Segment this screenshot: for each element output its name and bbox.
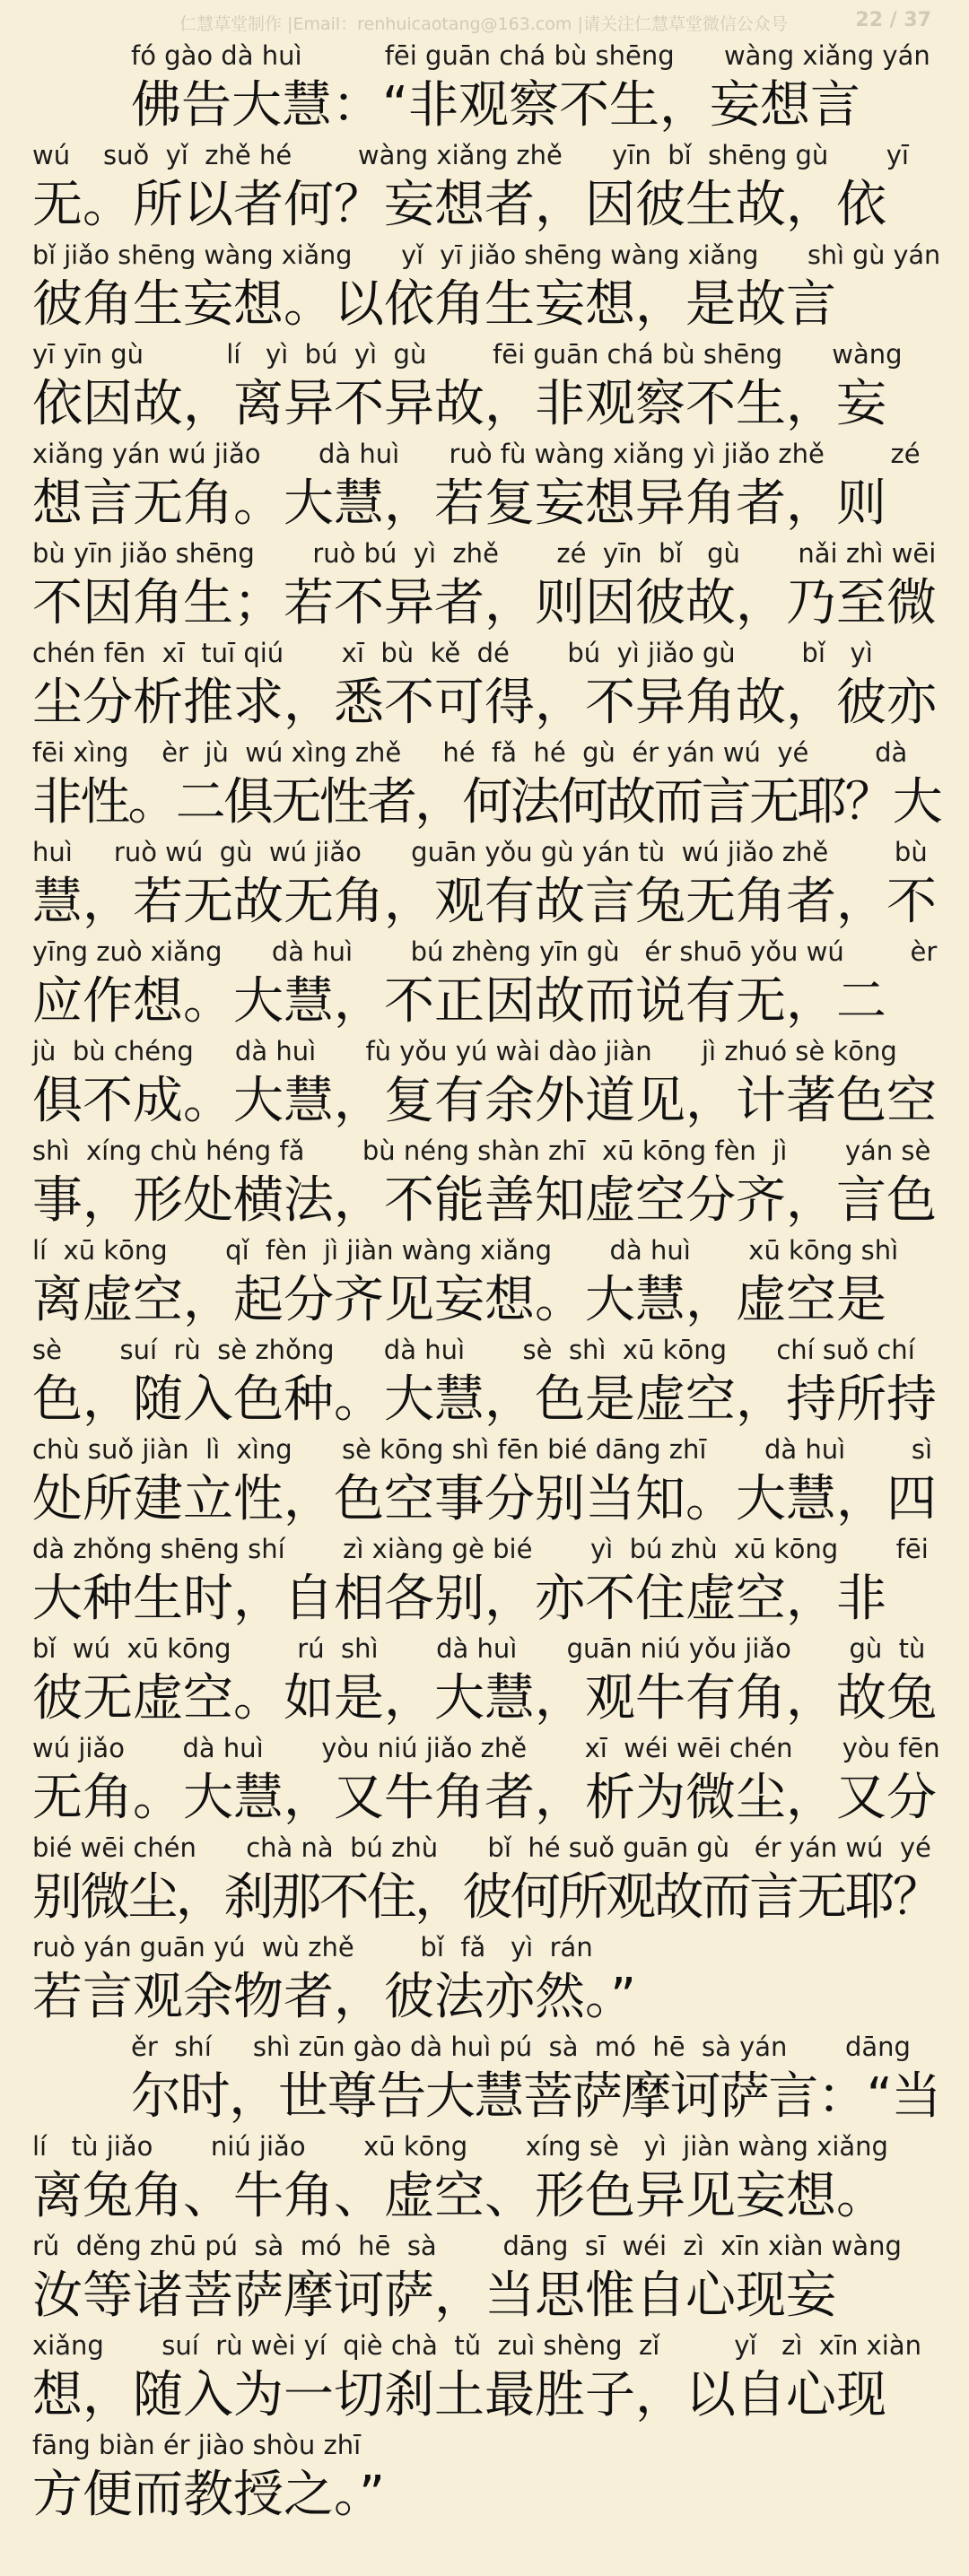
hanzi-row: 汝等诸菩萨摩诃萨，当思惟自心现妄: [32, 2267, 836, 2325]
hanzi-row: 大种生时，自相各别，亦不住虚空，非: [32, 1570, 886, 1628]
pinyin-row: wú suǒ yǐ zhě hé wàng xiǎng zhě yīn bǐ shēng gù yī: [32, 140, 909, 170]
pinyin-row: bǐ wú xū kōng rú shì dà huì guān niú yǒu jiǎo gù tù: [32, 1633, 926, 1664]
pinyin-row: rǔ děng zhū pú sà mó hē sà dāng sī wéi zì xīn xiàn wàng: [32, 2231, 902, 2261]
hanzi-row: 尘分析推求，悉不可得，不异角故，彼亦: [32, 674, 937, 732]
hanzi-row: 事，形处横法，不能善知虚空分齐，言色: [32, 1171, 937, 1230]
pinyin-row: bié wēi chén chà nà bú zhù bǐ hé suǒ guān gù ér yán wú yé: [32, 1832, 931, 1863]
hanzi-row: 彼角生妄想。以依角生妄想，是故言: [32, 275, 836, 334]
hanzi-row: 别微尘，刹那不住，彼何所观故而言无耶？: [32, 1868, 941, 1927]
pinyin-row: fāng biàn ér jiào shòu zhī: [32, 2430, 362, 2460]
pinyin-row: yī yīn gù lí yì bú yì gù fēi guān chá bù shēng wàng: [32, 339, 903, 370]
pinyin-row: bù yīn jiǎo shēng ruò bú yì zhě zé yīn bǐ gù nǎi zhì wēi: [32, 538, 937, 569]
hanzi-row: 不因角生；若不异者，则因彼故，乃至微: [32, 574, 937, 632]
pinyin-row: xiǎng yán wú jiǎo dà huì ruò fù wàng xiǎng yì jiǎo zhě zé: [32, 439, 921, 469]
pinyin-row: xiǎng suí rù wèi yí qiè chà tǔ zuì shèng zǐ yǐ zì xīn xiàn: [32, 2330, 921, 2361]
hanzi-row: 彼无虚空。如是，大慧，观牛有角，故兔: [32, 1669, 937, 1727]
pinyin-row: ěr shí shì zūn gào dà huì pú sà mó hē sà yán dāng: [131, 2032, 911, 2062]
hanzi-row: 尔时，世尊告大慧菩萨摩诃萨言：“当: [131, 2067, 941, 2126]
pinyin-row: fēi xìng èr jù wú xìng zhě hé fǎ hé gù ér yán wú yé dà: [32, 737, 908, 768]
page-header: [0, 0, 969, 39]
hanzi-row: 色，随入色种。大慧，色是虚空，持所持: [32, 1371, 937, 1429]
pinyin-row: bǐ jiǎo shēng wàng xiǎng yǐ yī jiǎo shēng wàng xiǎng shì gù yán: [32, 239, 941, 270]
hanzi-row: 应作想。大慧，不正因故而说有无，二: [32, 972, 886, 1031]
pinyin-row: lí xū kōng qǐ fèn jì jiàn wàng xiǎng dà huì xū kōng shì: [32, 1235, 899, 1266]
hanzi-row: 离兔角、牛角、虚空、形色异见妄想。: [32, 2167, 886, 2225]
hanzi-row: 方便而教授之。”: [32, 2466, 386, 2524]
hanzi-row: 非性。二俱无性者，何法何故而言无耶？大: [32, 773, 941, 831]
pinyin-row: yīng zuò xiǎng dà huì bú zhèng yīn gù ér shuō yǒu wú èr: [32, 936, 938, 967]
hanzi-row: 处所建立性，色空事分别当知。大慧，四: [32, 1470, 937, 1528]
hanzi-row: 无角。大慧，又牛角者，析为微尘，又分: [32, 1769, 937, 1827]
pinyin-row: huì ruò wú gù wú jiǎo guān yǒu gù yán tù wú jiǎo zhě bù: [32, 837, 928, 867]
pinyin-row: shì xíng chù héng fǎ bù néng shàn zhī xū kōng fèn jì yán sè: [32, 1136, 931, 1166]
pinyin-row: chén fēn xī tuī qiú xī bù kě dé bú yì jiǎo gù bǐ yì: [32, 638, 873, 668]
hanzi-row: 慧，若无故无角，观有故言兔无角者，不: [32, 873, 937, 931]
hanzi-row: 依因故，离异不异故，非观察不生，妄: [32, 375, 886, 433]
pinyin-row: sè suí rù sè zhǒng dà huì sè shì xū kōng chí suǒ chí: [32, 1335, 915, 1365]
page-number: 22 / 37: [855, 9, 931, 31]
hanzi-row: 想，随入为一切刹土最胜子，以自心现: [32, 2366, 886, 2424]
hanzi-row: 想言无角。大慧，若复妄想异角者，则: [32, 474, 886, 533]
hanzi-row: 离虚空，起分齐见妄想。大慧，虚空是: [32, 1271, 886, 1329]
pinyin-row: jù bù chéng dà huì fù yǒu yú wài dào jiàn jì zhuó sè kōng: [32, 1036, 897, 1066]
pinyin-row: chù suǒ jiàn lì xìng sè kōng shì fēn bié dāng zhī dà huì sì: [32, 1434, 933, 1465]
hanzi-row: 俱不成。大慧，复有余外道见，计著色空: [32, 1072, 937, 1130]
pinyin-row: lí tù jiǎo niú jiǎo xū kōng xíng sè yì jiàn wàng xiǎng: [32, 2131, 888, 2162]
hanzi-row: 佛告大慧：“非观察不生，妄想言: [131, 76, 861, 135]
pinyin-row: dà zhǒng shēng shí zì xiàng gè bié yì bú zhù xū kōng fēi: [32, 1534, 929, 1564]
hanzi-row: 无。所以者何？妄想者，因彼生故，依: [32, 176, 886, 234]
hanzi-row: 若言观余物者，彼法亦然。”: [32, 1968, 637, 2026]
pinyin-row: ruò yán guān yú wù zhě bǐ fǎ yì rán: [32, 1932, 593, 1962]
pinyin-row: wú jiǎo dà huì yòu niú jiǎo zhě xī wéi wēi chén yòu fēn: [32, 1733, 940, 1763]
pinyin-row: fó gào dà huì fēi guān chá bù shēng wàng xiǎng yán: [131, 40, 930, 71]
credit-text: 仁慧草堂制作 |Email：renhuicaotang@163.com |请关注仁慧草堂微信公众号: [179, 14, 788, 34]
